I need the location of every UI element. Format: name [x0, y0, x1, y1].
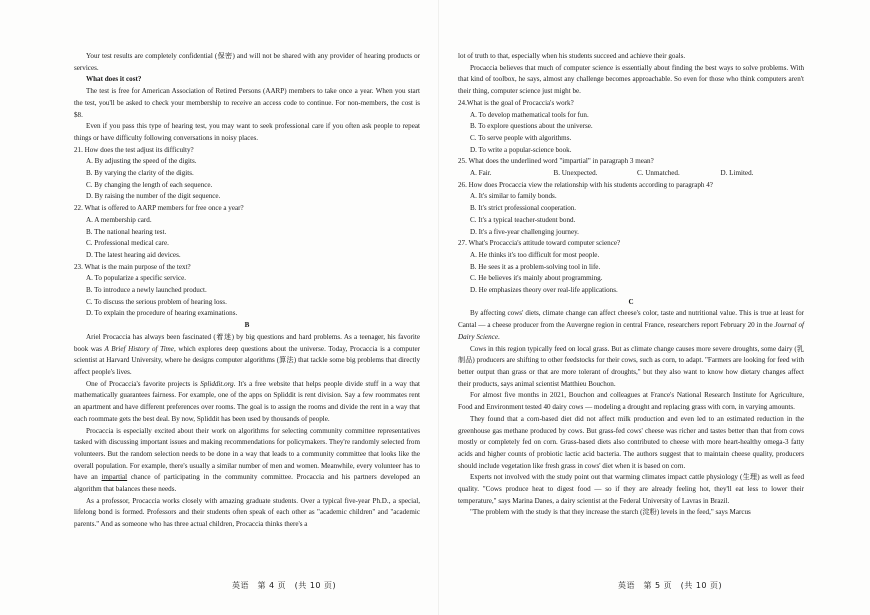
paragraph-ariel — [74, 332, 420, 379]
page-footer-right: 英语 第 5 页 (共 10 页) — [618, 581, 723, 590]
question-21-option-b: B. By varying the clarity of the digits. — [86, 169, 194, 178]
question-24-option-c: C. To serve people with algorithms. — [470, 133, 572, 142]
question-24-option-a: A. To develop mathematical tools for fun. — [470, 110, 589, 119]
paragraph-committee-part-2: chance of participating in the community committee. Procaccia and his partners developed an algorithm that balances these needs. — [74, 473, 421, 494]
question-22-option-a: A. A membership card. — [86, 215, 152, 224]
paragraph-believes: Procaccia believes that much of computer science is essentially about finding the best ways to solve problems. With that kind of toolbox, he says, almost any challenge becomes approachable. So even for those who think computers aren't their thing, computer science just might be. — [458, 63, 804, 96]
question-26-option-a: A. It's similar to family bonds. — [470, 192, 557, 201]
question-22-option-b: B. The national hearing test. — [86, 227, 167, 236]
section-b-heading: B — [244, 321, 250, 330]
website-name: Spliddit.org — [200, 379, 234, 388]
question-25-option-c: C. Unmatched. — [637, 169, 680, 178]
question-24-option-b: B. To explore questions about the universe. — [470, 122, 593, 131]
paragraph-cows-part-2: . — [497, 332, 500, 341]
question-24-option-d: D. To write a popular-science book. — [470, 145, 572, 154]
question-26-option-b: B. It's strict professional cooperation. — [470, 204, 577, 213]
question-22: 22. What is offered to AARP members for free once a year? — [74, 204, 244, 213]
paragraph-free: The test is free for American Association of Retired Persons (AARP) members to take once a year. When you start the test, you'll be asked to check your membership to receive an access code to continue. For non-members, the cost is $8. — [74, 87, 420, 119]
paragraph-experts: Experts not involved with the study point out that warming climates impact cattle physiology (生理) as well as feed quality. "Cows produce heat to digest food — so if they are already feeling hot, they'll eat less to lower their temperature," says Marina Danes, a dairy scientist at the Federal University of Lavras in Brazil. — [458, 473, 804, 505]
paragraph-committee — [74, 426, 420, 496]
question-26-option-c: C. It's a typical teacher-student bond. — [470, 215, 576, 224]
question-25-option-d: D. Limited. — [720, 169, 754, 178]
left-page-column — [74, 51, 420, 531]
question-23-option-c: C. To discuss the serious problem of hearing loss. — [86, 297, 227, 306]
paragraph-continued: lot of truth to that, especially when his students succeed and achieve their goals. — [458, 52, 686, 60]
question-25-option-b: B. Unexpected. — [553, 169, 598, 178]
paragraph-grass: Cows in this region typically feed on local grass. But as climate change causes more severe droughts, some dairy (乳制品) producers are shifting to other feedstocks for their cows, such as corn, to adapt. "Farmers are looking for feed with better output than grass or that are more tolerant of droughts," but they also want to know how dietary changes affect their products, says animal scientist Matthieu Bouchon. — [458, 344, 804, 388]
paragraph-confidential: Your test results are completely confidential (保密) and will not be shared with any provider of hearing products or services. — [74, 52, 420, 72]
question-25-options — [458, 168, 804, 180]
paragraph-ariel-part-1: Ariel Procaccia has always been fascinated (着迷) by big questions and hard problems. As a teenager, his favorite book was — [74, 332, 420, 353]
paragraph-professor: As a professor, Procaccia works closely with amazing graduate students. Over a typical five-year Ph.D., a special, lifelong bond is formed. Professors and their students often speak of each other as "academic children" and "academic parents." And as someone who has three actual children, Procaccia thinks there's a — [74, 496, 420, 529]
paragraph-committee-part-1: Procaccia is especially excited about their work on algorithms for selecting community committee representatives tasked with discussing important issues and making recommendations for policymakers. They're randomly selected from volunteers. But the random selection needs to be done in a way that leads to a community committee that looks like the overall population. For example, there's usually a similar number of men and women. Meanwhile, every volunteer has to have an — [74, 426, 420, 482]
question-27: 27. What's Procaccia's attitude toward computer science? — [458, 239, 621, 248]
underlined-word-impartial: impartial — [101, 473, 128, 482]
question-21: 21. How does the test adjust its difficulty? — [74, 145, 194, 154]
question-22-option-d: D. The latest hearing aid devices. — [86, 250, 181, 259]
question-23-option-b: B. To introduce a newly launched product. — [86, 286, 207, 295]
journal-title: Journal of Dairy Science — [458, 321, 804, 341]
question-23: 23. What is the main purpose of the text? — [74, 262, 191, 271]
paragraph-cows — [458, 308, 804, 343]
question-27-option-d: D. He emphasizes theory over real-life applications. — [470, 286, 618, 295]
question-27-option-a: A. He thinks it's too difficult for most people. — [470, 250, 600, 259]
right-page-column — [458, 51, 804, 519]
question-21-option-a: A. By adjusting the speed of the digits. — [86, 157, 197, 166]
paragraph-problem: "The problem with the study is that they increase the starch (淀粉) levels in the feed," says Marcus — [470, 508, 751, 517]
question-21-option-c: C. By changing the length of each sequence. — [86, 180, 213, 189]
question-25-option-a: A. Fair. — [470, 169, 492, 178]
question-22-option-c: C. Professional medical care. — [86, 239, 169, 248]
question-23-option-d: D. To explain the procedure of hearing examinations. — [86, 309, 238, 318]
question-27-option-b: B. He sees it as a problem-solving tool in life. — [470, 262, 601, 271]
paragraph-cows-part-1: By affecting cows' diets, climate change can affect cheese's color, taste and nutritional value. This is true at least for Cantal — a cheese producer from the Auvergne region in central France, researchers report February 20 in the — [458, 309, 804, 330]
question-24: 24.What is the goal of Procaccia's work? — [458, 98, 574, 107]
question-21-option-d: D. By raising the number of the digit sequence. — [86, 192, 221, 201]
heading-cost: What does it cost? — [86, 75, 142, 84]
paragraph-found: They found that a corn-based diet did not affect milk production and even led to an estimated reduction in the greenhouse gas methane produced by cows. But grass-fed cows' cheese was richer and tastes better than that from cows mostly or completely fed on corn. Grass-based diets also contributed to cheese with more heart-healthy omega-3 fatty acids and higher counts of probiotic lactic acid bacteria. The authors suggest that to maintain cheese quality, producers should include vegetation like fresh grass in cows' diet when it is based on corn. — [458, 414, 804, 470]
page-footer-left: 英语 第 4 页 (共 10 页) — [232, 581, 337, 590]
paragraph-ariel-part-2: , which explores deep questions about the universe. Today, Procaccia is a computer scientist at Harvard University, where he designs computer algorithms (算法) that tackle some big problems that directly affect people's lives. — [74, 344, 420, 376]
paragraph-months: For almost five months in 2021, Bouchon and colleagues at France's National Research Institute for Agriculture, Food and Environment tested 40 dairy cows — modeling a drought and replacing grass with corn, in varying amounts. — [458, 391, 804, 412]
question-25: 25. What does the underlined word "impartial" in paragraph 3 mean? — [458, 157, 654, 166]
paragraph-spliddit-part-2: . It's a free website that helps people divide stuff in a way that mathematically guarantees fairness. For example, one of the apps on Spliddit is rent division. Say a few roommates rent an apartment and have different preferences over rooms. The goal is to assign the rooms and divide the rent in a way that each roommate gets the best deal. By now, Spliddit has been used by thousands of people. — [74, 379, 420, 423]
question-23-option-a: A. To popularize a specific service. — [86, 274, 187, 283]
section-c-heading: C — [628, 297, 634, 306]
question-26: 26. How does Procaccia view the relationship with his students according to paragraph 4? — [458, 180, 713, 189]
book-title: A Brief History of Time — [104, 344, 174, 353]
question-27-option-c: C. He believes it's mainly about programming. — [470, 274, 603, 283]
paragraph-even: Even if you pass this type of hearing test, you may want to seek professional care if you often ask people to repeat things or have difficulty following conversations in noisy places. — [74, 122, 420, 142]
question-26-option-d: D. It's a five-year challenging journey. — [470, 227, 579, 236]
paragraph-spliddit-part-1: One of Procaccia's favorite projects is — [86, 379, 201, 388]
page-fold — [438, 0, 439, 615]
paragraph-spliddit — [74, 379, 420, 426]
